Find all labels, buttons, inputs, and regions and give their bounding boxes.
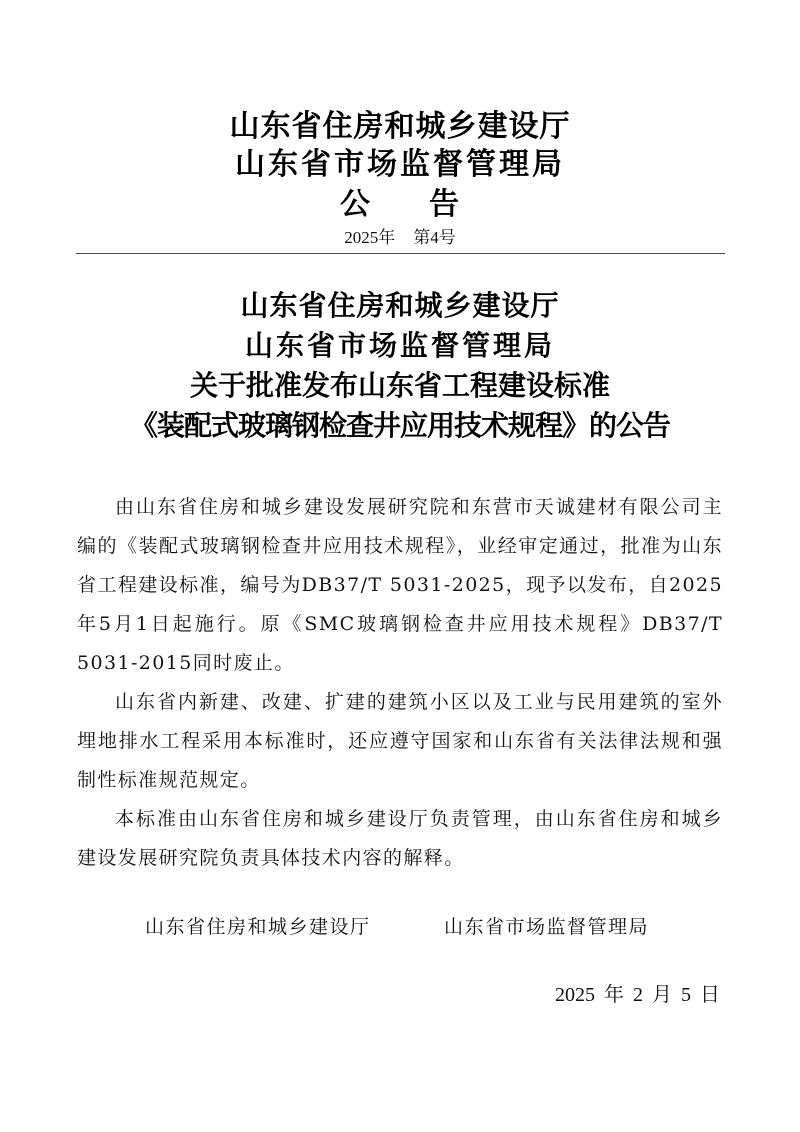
signer-market-bureau: 山东省市场监督管理局 xyxy=(444,916,650,938)
document-type-char-1: 公 xyxy=(340,187,371,222)
announcement-title-line-1: 山东省住房和城乡建设厅 xyxy=(240,289,560,322)
header-divider xyxy=(76,253,725,254)
signer-housing-dept: 山东省住房和城乡建设厅 xyxy=(145,916,371,938)
document-type-char-2: 告 xyxy=(429,187,460,222)
body-paragraph-3: 本标准由山东省住房和城乡建设厅负责管理，由山东省住房和城乡建设发展研究院负责具体技术内容的解释。 xyxy=(77,808,723,869)
body-paragraph-2: 山东省内新建、改建、扩建的建筑小区以及工业与民用建筑的室外埋地排水工程采用本标准时，还应遵守国家和山东省有关法律法规和强制性标准规范规定。 xyxy=(77,691,723,791)
announcement-title-line-4: 《装配式玻璃钢检查井应用技术规程》的公告 xyxy=(129,409,670,442)
issuer-title-2: 山东省市场监督管理局 xyxy=(235,147,565,182)
issuer-title-1: 山东省住房和城乡建设厅 xyxy=(229,109,571,144)
issue-number xyxy=(0,226,800,250)
announcement-body xyxy=(77,488,723,878)
announcement-title-line-3: 关于批准发布山东省工程建设标准 xyxy=(189,369,610,402)
issue-year: 2025年 xyxy=(344,228,396,247)
issue-no: 第4号 xyxy=(413,228,456,247)
body-paragraph-1: 由山东省住房和城乡建设发展研究院和东营市天诚建材有限公司主编的《装配式玻璃钢检查井应用技术规程》，业经审定通过，批准为山东省工程建设标准，编号为DB37/T 5031-2025，现予以发布，自2025年5月1日起施行。原《SMC玻璃钢检查井应用技术规程》DB37/T 5031-2015同时废止。 xyxy=(77,496,723,674)
issue-date: 2025 年 2 月 5 日 xyxy=(555,984,720,1006)
announcement-title-line-2: 山东省市场监督管理局 xyxy=(244,329,555,362)
document-type xyxy=(0,186,800,224)
